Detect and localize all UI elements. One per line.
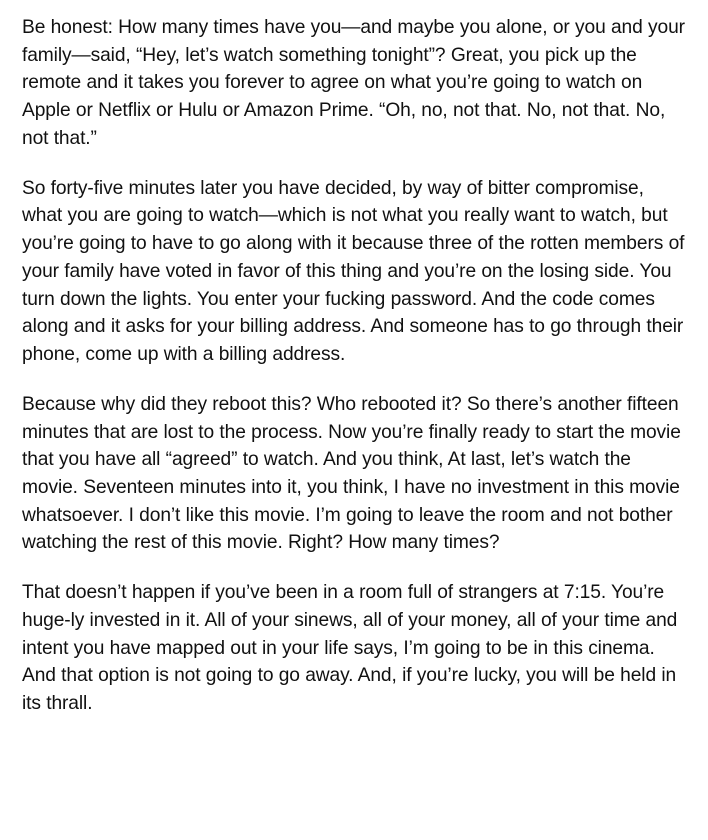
- article-body: [22, 14, 686, 718]
- paragraph: That doesn’t happen if you’ve been in a room full of strangers at 7:15. You’re huge-ly invested in it. All of your sinews, all of your money, all of your time and intent you have mapped out in your life says, I’m going to be in this cinema. And that option is not going to go away. And, if you’re lucky, you will be held in its thrall.: [22, 582, 678, 715]
- paragraph: So forty-five minutes later you have decided, by way of bitter compromise, what you are going to watch—which is not what you really want to watch, but you’re going to have to go along with it because three of the rotten members of your family have voted in favor of this thing and you’re on the losing side. You turn down the lights. You enter your fucking password. And the code comes along and it asks for your billing address. And someone has to go through their phone, come up with a billing address.: [22, 177, 685, 366]
- paragraph: Because why did they reboot this? Who rebooted it? So there’s another fifteen minutes that are lost to the process. Now you’re finally ready to start the movie that you have all “agreed” to watch. And you think, At last, let’s watch the movie. Seventeen minutes into it, you think, I have no investment in this movie whatsoever. I don’t like this movie. I’m going to leave the room and not bother watching the rest of this movie. Right? How many times?: [22, 393, 681, 554]
- paragraph: Be honest: How many times have you—and maybe you alone, or you and your family—said, “Hey, let’s watch something tonight”? Great, you pick up the remote and it takes you forever to agree on what you’re going to watch on Apple or Netflix or Hulu or Amazon Prime. “Oh, no, not that. No, not that. No, not that.”: [22, 17, 685, 149]
